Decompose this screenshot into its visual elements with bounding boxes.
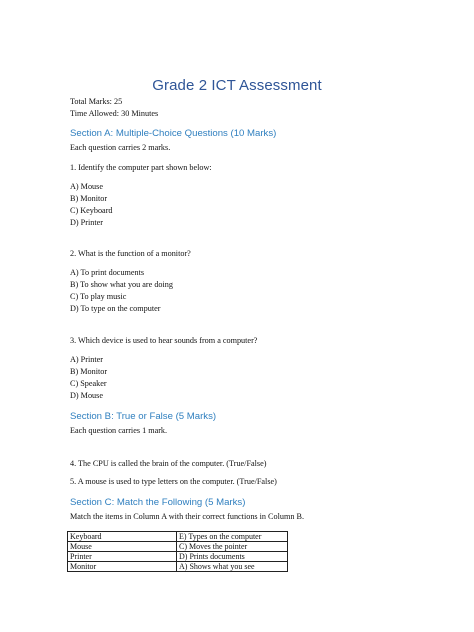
column-a-cell: Mouse — [68, 542, 177, 552]
column-a-cell: Keyboard — [68, 532, 177, 542]
option: D) To type on the computer — [70, 304, 161, 313]
table-row — [68, 562, 288, 572]
question-5: 5. A mouse is used to type letters on the computer. (True/False) — [70, 477, 277, 486]
question-2-options — [70, 267, 173, 315]
section-c-heading: Section C: Match the Following (5 Marks) — [70, 497, 246, 508]
section-c-note: Match the items in Column A with their correct functions in Column B. — [70, 512, 304, 521]
table-row — [68, 532, 288, 542]
assessment-meta — [70, 96, 158, 120]
section-a-note: Each question carries 2 marks. — [70, 143, 171, 152]
option: C) Keyboard — [70, 206, 113, 215]
question-1-options — [70, 181, 113, 229]
option: C) Speaker — [70, 379, 107, 388]
column-a-cell: Printer — [68, 552, 177, 562]
question-3 — [70, 335, 257, 347]
column-b-cell: A) Shows what you see — [177, 562, 288, 572]
section-b-note: Each question carries 1 mark. — [70, 426, 168, 435]
option: D) Mouse — [70, 391, 103, 400]
option: A) Mouse — [70, 182, 103, 191]
option: D) Printer — [70, 218, 103, 227]
match-table — [67, 531, 288, 572]
page-title: Grade 2 ICT Assessment — [152, 77, 322, 94]
table-row — [68, 542, 288, 552]
question-2-text: 2. What is the function of a monitor? — [70, 249, 191, 258]
section-a-heading: Section A: Multiple-Choice Questions (10 Marks) — [70, 128, 277, 139]
question-3-options — [70, 354, 107, 402]
time-allowed: Time Allowed: 30 Minutes — [70, 109, 159, 118]
column-a-cell: Monitor — [68, 562, 177, 572]
question-4: 4. The CPU is called the brain of the computer. (True/False) — [70, 459, 267, 468]
option: B) Monitor — [70, 194, 108, 203]
option: C) To play music — [70, 292, 127, 301]
option: B) Monitor — [70, 367, 108, 376]
column-b-cell: E) Types on the computer — [177, 532, 288, 542]
option: B) To show what you are doing — [70, 280, 173, 289]
question-1 — [70, 162, 212, 174]
section-b-heading: Section B: True or False (5 Marks) — [70, 411, 217, 422]
option: A) To print documents — [70, 268, 145, 277]
table-row — [68, 552, 288, 562]
question-3-text: 3. Which device is used to hear sounds from a computer? — [70, 336, 258, 345]
option: A) Printer — [70, 355, 103, 364]
total-marks: Total Marks: 25 — [70, 97, 123, 106]
question-1-text: 1. Identify the computer part shown below: — [70, 163, 212, 172]
column-b-cell: C) Moves the pointer — [177, 542, 288, 552]
question-2 — [70, 248, 191, 260]
column-b-cell: D) Prints documents — [177, 552, 288, 562]
